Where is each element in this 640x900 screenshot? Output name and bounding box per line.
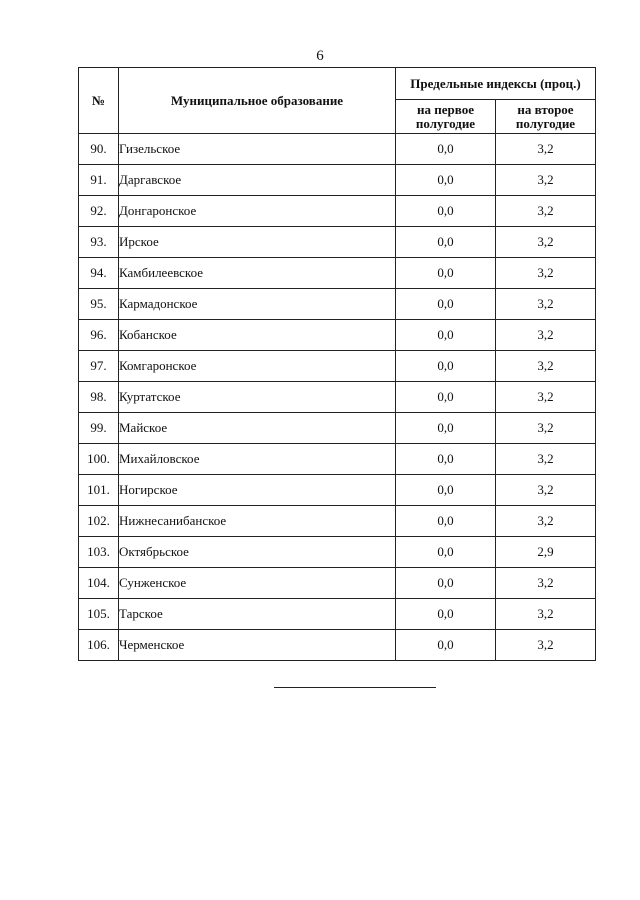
header-first-half-line-1: на первое [417,101,474,117]
first-half-index: 0,0 [396,351,496,382]
page-number: 6 [316,48,324,64]
municipality-name: Октябрьское [119,537,396,568]
first-half-index: 0,0 [396,382,496,413]
first-half-index: 0,0 [396,537,496,568]
second-half-index: 3,2 [496,568,596,599]
limit-indices-table [78,67,596,661]
row-number: 103. [79,537,119,568]
row-number: 104. [79,568,119,599]
table-row [79,413,596,444]
table-row [79,568,596,599]
second-half-index: 3,2 [496,351,596,382]
table-row [79,289,596,320]
municipality-name: Черменское [119,630,396,661]
first-half-index: 0,0 [396,413,496,444]
header-limit-indices: Предельные индексы (проц.) [396,68,596,100]
end-of-document-line [274,687,436,688]
second-half-index: 3,2 [496,506,596,537]
municipality-name: Гизельское [119,134,396,165]
municipality-name: Донгаронское [119,196,396,227]
first-half-index: 0,0 [396,134,496,165]
row-number: 102. [79,506,119,537]
table-row [79,258,596,289]
second-half-index: 3,2 [496,196,596,227]
row-number: 96. [79,320,119,351]
header-first-half-line-2: полугодие [415,115,476,131]
row-number: 92. [79,196,119,227]
table-row [79,196,596,227]
second-half-index: 2,9 [496,537,596,568]
row-number: 100. [79,444,119,475]
first-half-index: 0,0 [396,227,496,258]
second-half-index: 3,2 [496,444,596,475]
table-row [79,320,596,351]
municipality-name: Даргавское [119,165,396,196]
row-number: 94. [79,258,119,289]
table-row [79,165,596,196]
table-body [79,134,596,661]
municipality-name: Ногирское [119,475,396,506]
municipality-name: Камбилеевское [119,258,396,289]
municipality-name: Тарское [119,599,396,630]
row-number: 91. [79,165,119,196]
second-half-index: 3,2 [496,599,596,630]
header-municipality: Муниципальное образование [119,68,396,134]
header-second-half [496,100,596,134]
municipality-name: Комгаронское [119,351,396,382]
table-row [79,382,596,413]
second-half-index: 3,2 [496,165,596,196]
table-row [79,475,596,506]
second-half-index: 3,2 [496,320,596,351]
first-half-index: 0,0 [396,289,496,320]
second-half-index: 3,2 [496,227,596,258]
municipality-name: Куртатское [119,382,396,413]
first-half-index: 0,0 [396,320,496,351]
header-number: № [79,68,119,134]
table-row [79,506,596,537]
table-row [79,537,596,568]
row-number: 106. [79,630,119,661]
second-half-index: 3,2 [496,289,596,320]
row-number: 97. [79,351,119,382]
second-half-index: 3,2 [496,413,596,444]
municipality-name: Нижнесанибанское [119,506,396,537]
first-half-index: 0,0 [396,568,496,599]
table-row [79,444,596,475]
municipality-name: Сунженское [119,568,396,599]
first-half-index: 0,0 [396,444,496,475]
second-half-index: 3,2 [496,475,596,506]
first-half-index: 0,0 [396,475,496,506]
first-half-index: 0,0 [396,165,496,196]
first-half-index: 0,0 [396,630,496,661]
table-row [79,227,596,258]
header-first-half [396,100,496,134]
municipality-name: Кармадонское [119,289,396,320]
row-number: 95. [79,289,119,320]
second-half-index: 3,2 [496,630,596,661]
row-number: 93. [79,227,119,258]
municipality-name: Михайловское [119,444,396,475]
municipality-name: Ирское [119,227,396,258]
row-number: 90. [79,134,119,165]
row-number: 105. [79,599,119,630]
header-second-half-line-1: на второе [517,101,574,117]
second-half-index: 3,2 [496,258,596,289]
row-number: 98. [79,382,119,413]
first-half-index: 0,0 [396,506,496,537]
first-half-index: 0,0 [396,258,496,289]
row-number: 99. [79,413,119,444]
table-row [79,351,596,382]
table-row [79,134,596,165]
municipality-name: Майское [119,413,396,444]
row-number: 101. [79,475,119,506]
second-half-index: 3,2 [496,382,596,413]
header-second-half-line-2: полугодие [515,115,576,131]
table-row [79,630,596,661]
municipality-name: Кобанское [119,320,396,351]
first-half-index: 0,0 [396,196,496,227]
table-row [79,599,596,630]
second-half-index: 3,2 [496,134,596,165]
first-half-index: 0,0 [396,599,496,630]
